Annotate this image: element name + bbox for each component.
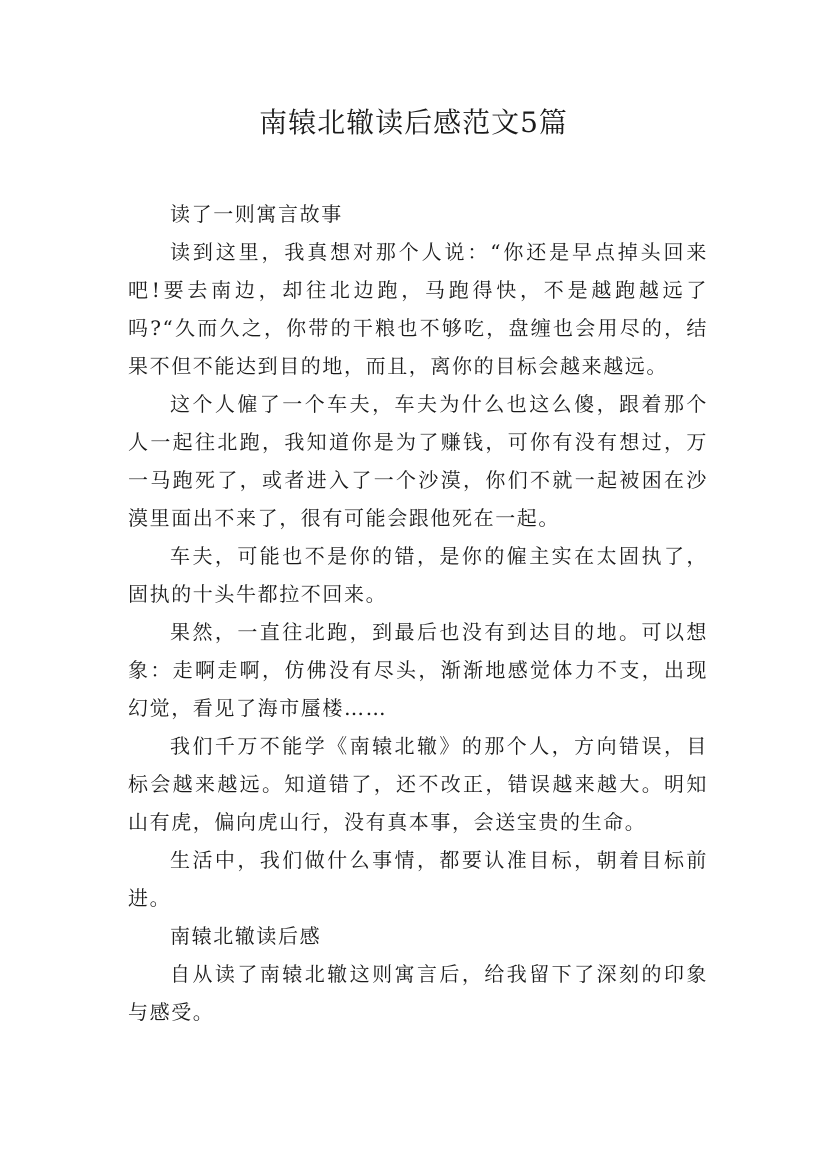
paragraph-speech: 读到这里，我真想对那个人说：“你还是早点掉头回来吧!要去南边，却往北边跑，马跑得快，不是越跑越远了吗?“久而久之，你带的干粮也不够吃，盘缠也会用尽的，结果不但不能达到目的地，而且，离你的目标会越来越远。 [128,240,708,378]
paragraph-lesson: 我们千万不能学《南辕北辙》的那个人，方向错误，目标会越来越远。知道错了，还不改正，错误越来越大。明知山有虎，偏向虎山行，没有真本事，会送宝贵的生命。 [128,734,708,834]
paragraph-intro: 读了一则寓言故事 [170,202,343,226]
paragraph-impression: 自从读了南辕北辙这则寓言后，给我留下了深刻的印象与感受。 [128,962,708,1024]
paragraph-goal: 生活中，我们做什么事情，都要认准目标，朝着目标前进。 [128,848,708,910]
paragraph-coachman: 这个人僱了一个车夫，车夫为什么也这么傻，跟着那个人一起往北跑，我知道你是为了赚钱，可你有没有想过，万一马跑死了，或者进入了一个沙漠，你们不就一起被困在沙漠里面出不来了，很有可能会跟他死在一起。 [128,392,708,530]
paragraph-employer: 车夫，可能也不是你的错，是你的僱主实在太固执了，固执的十头牛都拉不回来。 [128,544,708,606]
paragraph-mirage: 果然，一直往北跑，到最后也没有到达目的地。可以想象：走啊走啊，仿佛没有尽头，渐渐地感觉体力不支，出现幻觉，看见了海市蜃楼…… [128,620,708,720]
section-heading: 南辕北辙读后感 [170,924,322,948]
document-body [128,195,708,1031]
document-title: 南辕北辙读后感范文5篇 [259,106,568,139]
